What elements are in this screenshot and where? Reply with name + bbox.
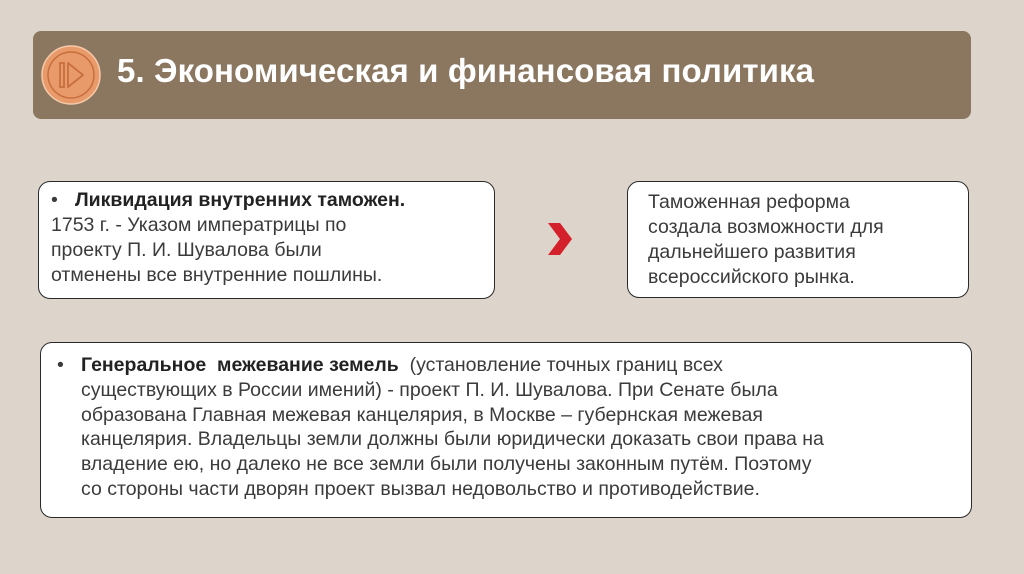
customs-reform-line-3: дальнейшего развития bbox=[648, 241, 856, 263]
customs-abolition-heading-dot: . bbox=[399, 189, 406, 211]
land-survey-line-1: (установление точных границ всех bbox=[398, 354, 723, 376]
bullet-icon: • bbox=[51, 189, 58, 211]
land-survey-line-2: существующих в России имений) - проект П. И. Шувалова. При Сенате была bbox=[81, 378, 778, 401]
customs-abolition-heading: Ликвидация внутренних таможен bbox=[75, 189, 400, 211]
land-survey-line-4: канцелярия. Владельцы земли должны были юридически доказать свои права на bbox=[81, 428, 824, 451]
customs-abolition-line-2: проекту П. И. Шувалова были bbox=[51, 239, 322, 261]
land-survey-line-3: образована Главная межевая канцелярия, в Москве – губернская межевая bbox=[81, 403, 763, 426]
customs-abolition-heading-line bbox=[51, 188, 484, 213]
customs-reform-line-4: всероссийского рынка. bbox=[648, 266, 855, 288]
land-survey-line-5: владение ею, но далеко не все земли были получены законным путём. Поэтому bbox=[81, 453, 812, 476]
page-title: 5. Экономическая и финансовая политика bbox=[117, 52, 815, 89]
customs-abolition-line-1: 1753 г. - Указом императрицы по bbox=[51, 214, 347, 236]
chevron-right-icon bbox=[545, 219, 575, 259]
customs-reform-line-2: создала возможности для bbox=[648, 216, 884, 238]
customs-reform-line-1: Таможенная реформа bbox=[648, 191, 850, 213]
customs-abolition-box bbox=[38, 181, 495, 299]
bullet-icon: • bbox=[57, 354, 64, 376]
land-survey-line-6: со стороны части дворян проект вызвал недовольство и противодействие. bbox=[81, 477, 760, 500]
play-next-icon bbox=[40, 44, 102, 106]
land-survey-box bbox=[40, 342, 972, 518]
customs-reform-box bbox=[627, 181, 969, 298]
land-survey-first-line bbox=[57, 353, 957, 378]
customs-abolition-line-3: отменены все внутренние пошлины. bbox=[51, 264, 383, 286]
land-survey-heading: Генеральное межевание земель bbox=[81, 354, 399, 376]
